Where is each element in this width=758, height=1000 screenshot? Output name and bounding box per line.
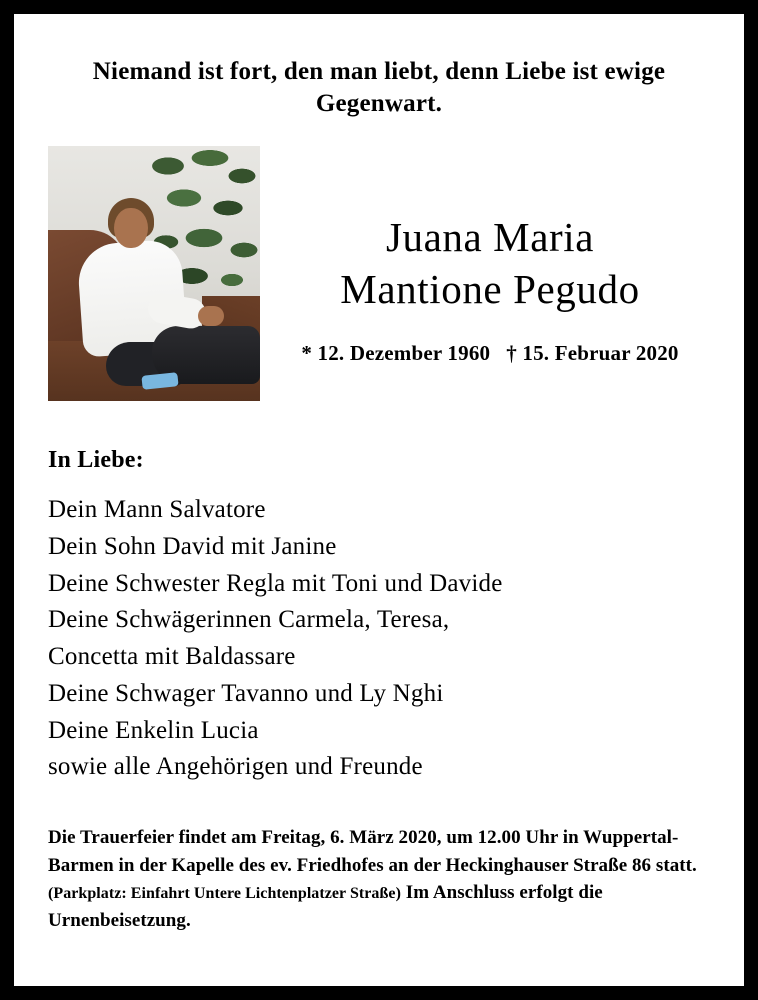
photo-person-face <box>114 208 148 248</box>
family-line: sowie alle Angehörigen und Freunde <box>48 753 423 781</box>
deceased-name-line-1: Juana Maria <box>385 214 595 260</box>
birth-date: * 12. Dezember 1960 <box>301 341 491 366</box>
obituary-inner <box>14 14 744 986</box>
portrait-photo <box>48 146 260 401</box>
family-list <box>48 492 710 786</box>
funeral-notice-tail: Im Anschluss erfolgt die Urnenbeisetzung. <box>48 882 603 931</box>
photo-person-hand <box>198 306 224 326</box>
family-line: Deine Schwester Regla mit Toni und Davide <box>48 569 503 597</box>
family-line: Dein Mann Salvatore <box>48 496 266 523</box>
death-date: † 15. Februar 2020 <box>506 341 679 366</box>
family-line: Deine Schwägerinnen Carmela, Teresa, <box>48 606 450 634</box>
family-line: Concetta mit Baldassare <box>48 643 296 670</box>
portrait-and-name-block <box>48 146 710 401</box>
deceased-name-line-2: Mantione Pegudo <box>340 265 640 312</box>
family-line: Deine Enkelin Lucia <box>48 716 259 744</box>
life-dates <box>270 341 710 366</box>
name-block <box>260 146 710 366</box>
funeral-notice <box>48 824 710 934</box>
dedication-heading: In Liebe: <box>48 447 144 473</box>
family-line: Dein Sohn David mit Janine <box>48 532 337 560</box>
funeral-notice-main: Die Trauerfeier findet am Freitag, 6. März 2020, um 12.00 Uhr in Wuppertal-Barmen in der Kapelle des ev. Friedhofes an der Heckinghauser Straße 86 statt. <box>48 827 697 876</box>
funeral-notice-parking: (Parkplatz: Einfahrt Untere Lichtenplatzer Straße) <box>48 885 401 903</box>
memorial-motto: Niemand ist fort, den man liebt, denn Liebe ist ewige Gegenwart. <box>92 58 666 117</box>
family-line: Deine Schwager Tavanno und Ly Nghi <box>48 679 444 707</box>
